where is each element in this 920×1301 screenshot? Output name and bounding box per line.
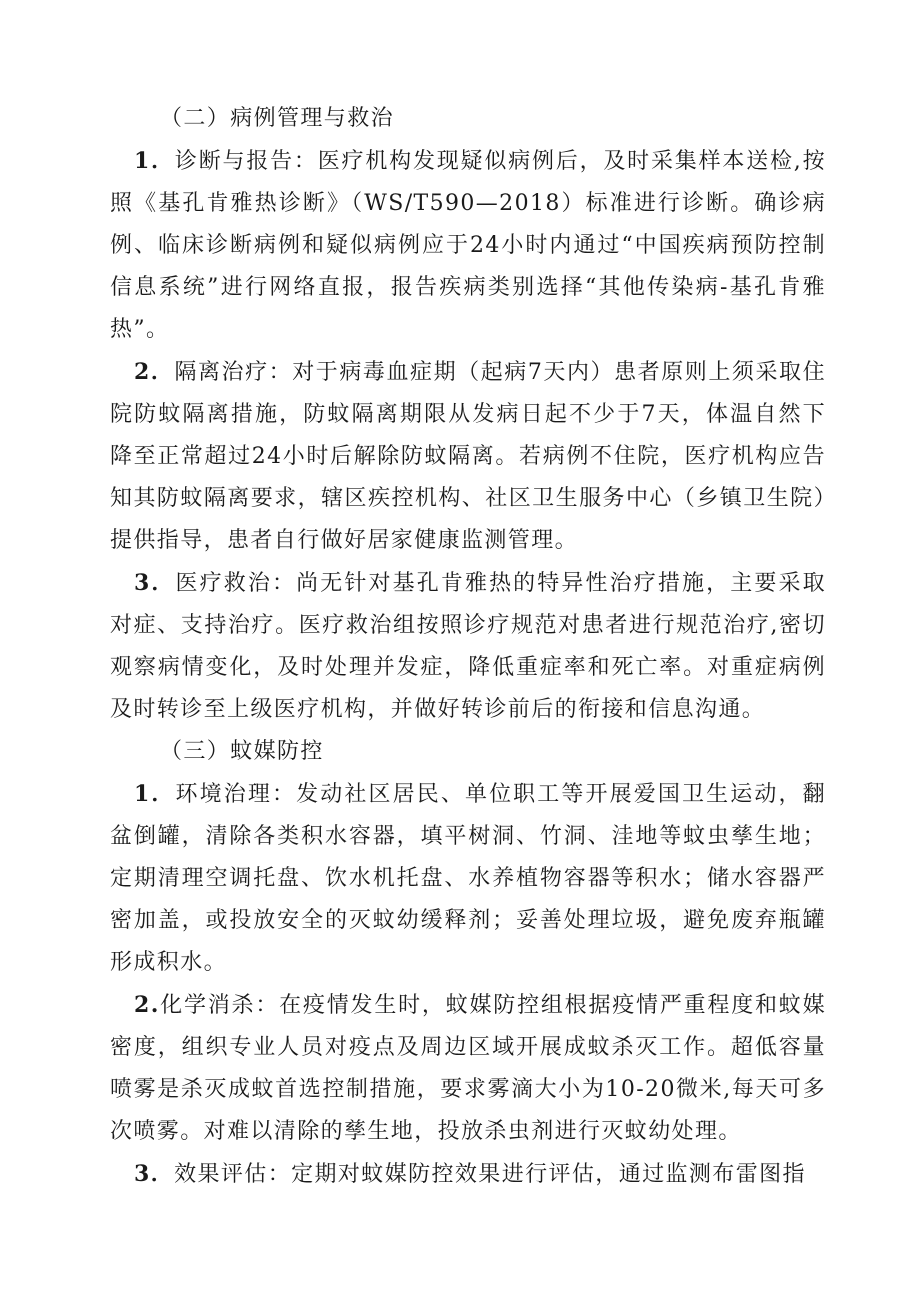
paragraph-text: 效果评估：定期对蚊媒防控效果进行评估，通过监测布雷图指	[174, 1162, 806, 1187]
paragraph-isolation-treatment	[110, 351, 826, 562]
section-heading-case-management: （二）病例管理与救治	[160, 106, 395, 131]
item-number: 2.	[134, 992, 160, 1018]
item-number: 2．	[134, 359, 175, 385]
paragraph-text: 诊断与报告：医疗机构发现疑似病例后，及时采集样本送检,按照《基孔肯雅热诊断》（WS/T590—2018）标准进行诊断。确诊病例、临床诊断病例和疑似病例应于24小时内通过“中国疾病预防控制信息系统”进行网络直报，报告疾病类别选择“其他传染病-基孔肯雅热”。	[110, 149, 826, 342]
paragraph-text: 医疗救治：尚无针对基孔肯雅热的特异性治疗措施，主要采取对症、支持治疗。医疗救治组按照诊疗规范对患者进行规范治疗,密切观察病情变化，及时处理并发症，降低重症率和死亡率。对重症病例及时转诊至上级医疗机构，并做好转诊前后的衔接和信息沟通。	[110, 571, 826, 722]
item-number: 1．	[134, 148, 175, 174]
paragraph-text: 化学消杀：在疫情发生时，蚊媒防控组根据疫情严重程度和蚊媒密度，组织专业人员对疫点及周边区域开展成蚊杀灭工作。超低容量喷雾是杀灭成蚊首选控制措施，要求雾滴大小为10-20微米,每天可多次喷雾。对难以清除的孳生地，投放杀虫剂进行灭蚊幼处理。	[110, 993, 826, 1144]
paragraph-text: 隔离治疗：对于病毒血症期（起病7天内）患者原则上须采取住院防蚊隔离措施，防蚊隔离期限从发病日起不少于7天，体温自然下降至正常超过24小时后解除防蚊隔离。若病例不住院，医疗机构应告知其防蚊隔离要求，辖区疾控机构、社区卫生服务中心（乡镇卫生院）提供指导，患者自行做好居家健康监测管理。	[110, 360, 827, 553]
paragraph-chemical-disinfection	[110, 984, 826, 1153]
document-page	[110, 98, 826, 1196]
paragraph-environment-management	[110, 773, 826, 984]
paragraph-medical-treatment	[110, 562, 826, 731]
item-number: 3．	[134, 570, 176, 596]
paragraph-effect-evaluation	[110, 1153, 826, 1196]
paragraph-diagnosis-report	[110, 140, 826, 351]
paragraph-text: 环境治理：发动社区居民、单位职工等开展爱国卫生运动，翻盆倒罐，清除各类积水容器，填平树洞、竹洞、洼地等蚊虫孳生地；定期清理空调托盘、饮水机托盘、水养植物容器等积水；储水容器严密加盖，或投放安全的灭蚊幼缓释剂；妥善处理垃圾，避免废弃瓶罐形成积水。	[110, 782, 826, 975]
item-number: 1．	[134, 781, 176, 807]
section-heading-vector-control: （三）蚊媒防控	[160, 739, 324, 764]
item-number: 3．	[134, 1161, 175, 1187]
